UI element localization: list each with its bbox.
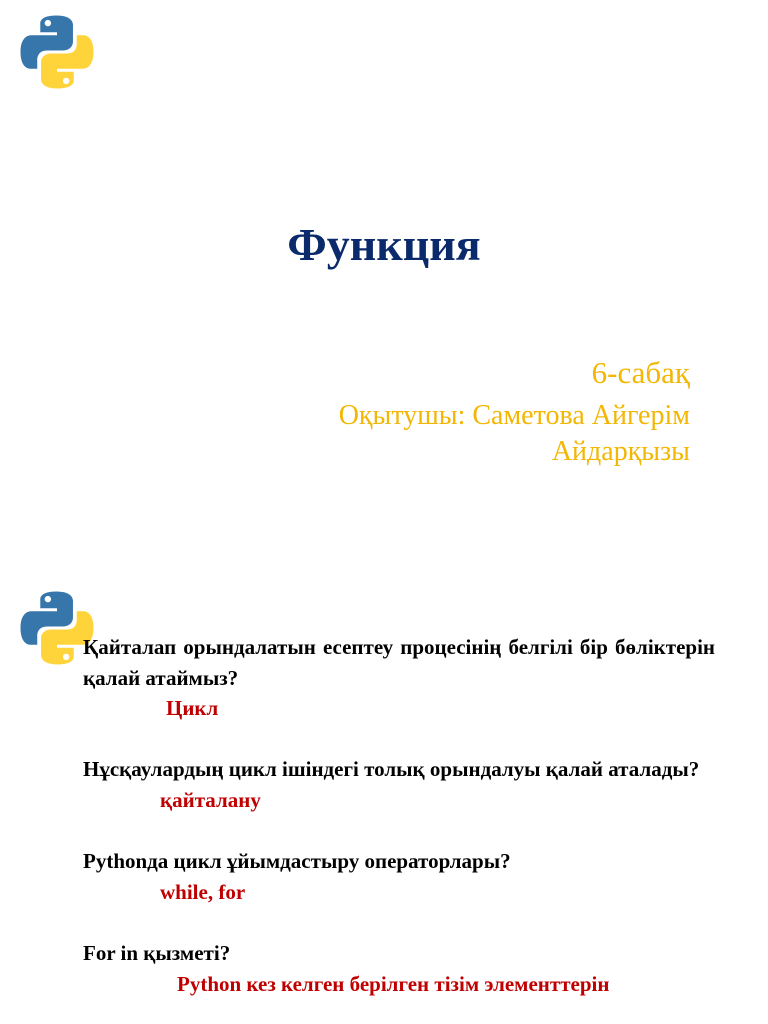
teacher-name bbox=[230, 398, 690, 470]
teacher-name-line1: Оқытушы: Саметова Айгерім bbox=[338, 400, 690, 431]
lesson-info bbox=[230, 353, 690, 470]
question-1: Қайталап орындалатын есептеу процесінің белгілі бір бөліктерін қалай атаймыз? bbox=[83, 635, 715, 690]
question-4: For in қызметі? bbox=[83, 940, 231, 965]
python-logo-icon bbox=[19, 14, 95, 90]
review-slide bbox=[0, 576, 768, 1024]
answer-2: қайталану bbox=[160, 787, 261, 812]
answer-1: Цикл bbox=[166, 696, 219, 721]
answer-4: Python кез келген берілген тізім элементтерін bbox=[177, 971, 610, 996]
teacher-name-line2: Айдарқызы bbox=[551, 436, 690, 467]
question-3: Pythonда цикл ұйымдастыру операторлары? bbox=[83, 849, 511, 874]
question-2: Нұсқаулардың цикл ішіндегі толық орындалуы қалай аталады? bbox=[83, 757, 700, 782]
question-answer-list bbox=[83, 632, 715, 999]
answer-3: while, for bbox=[160, 879, 246, 904]
slide-title: Функция bbox=[287, 219, 481, 270]
lesson-number: 6-сабақ bbox=[591, 355, 690, 390]
